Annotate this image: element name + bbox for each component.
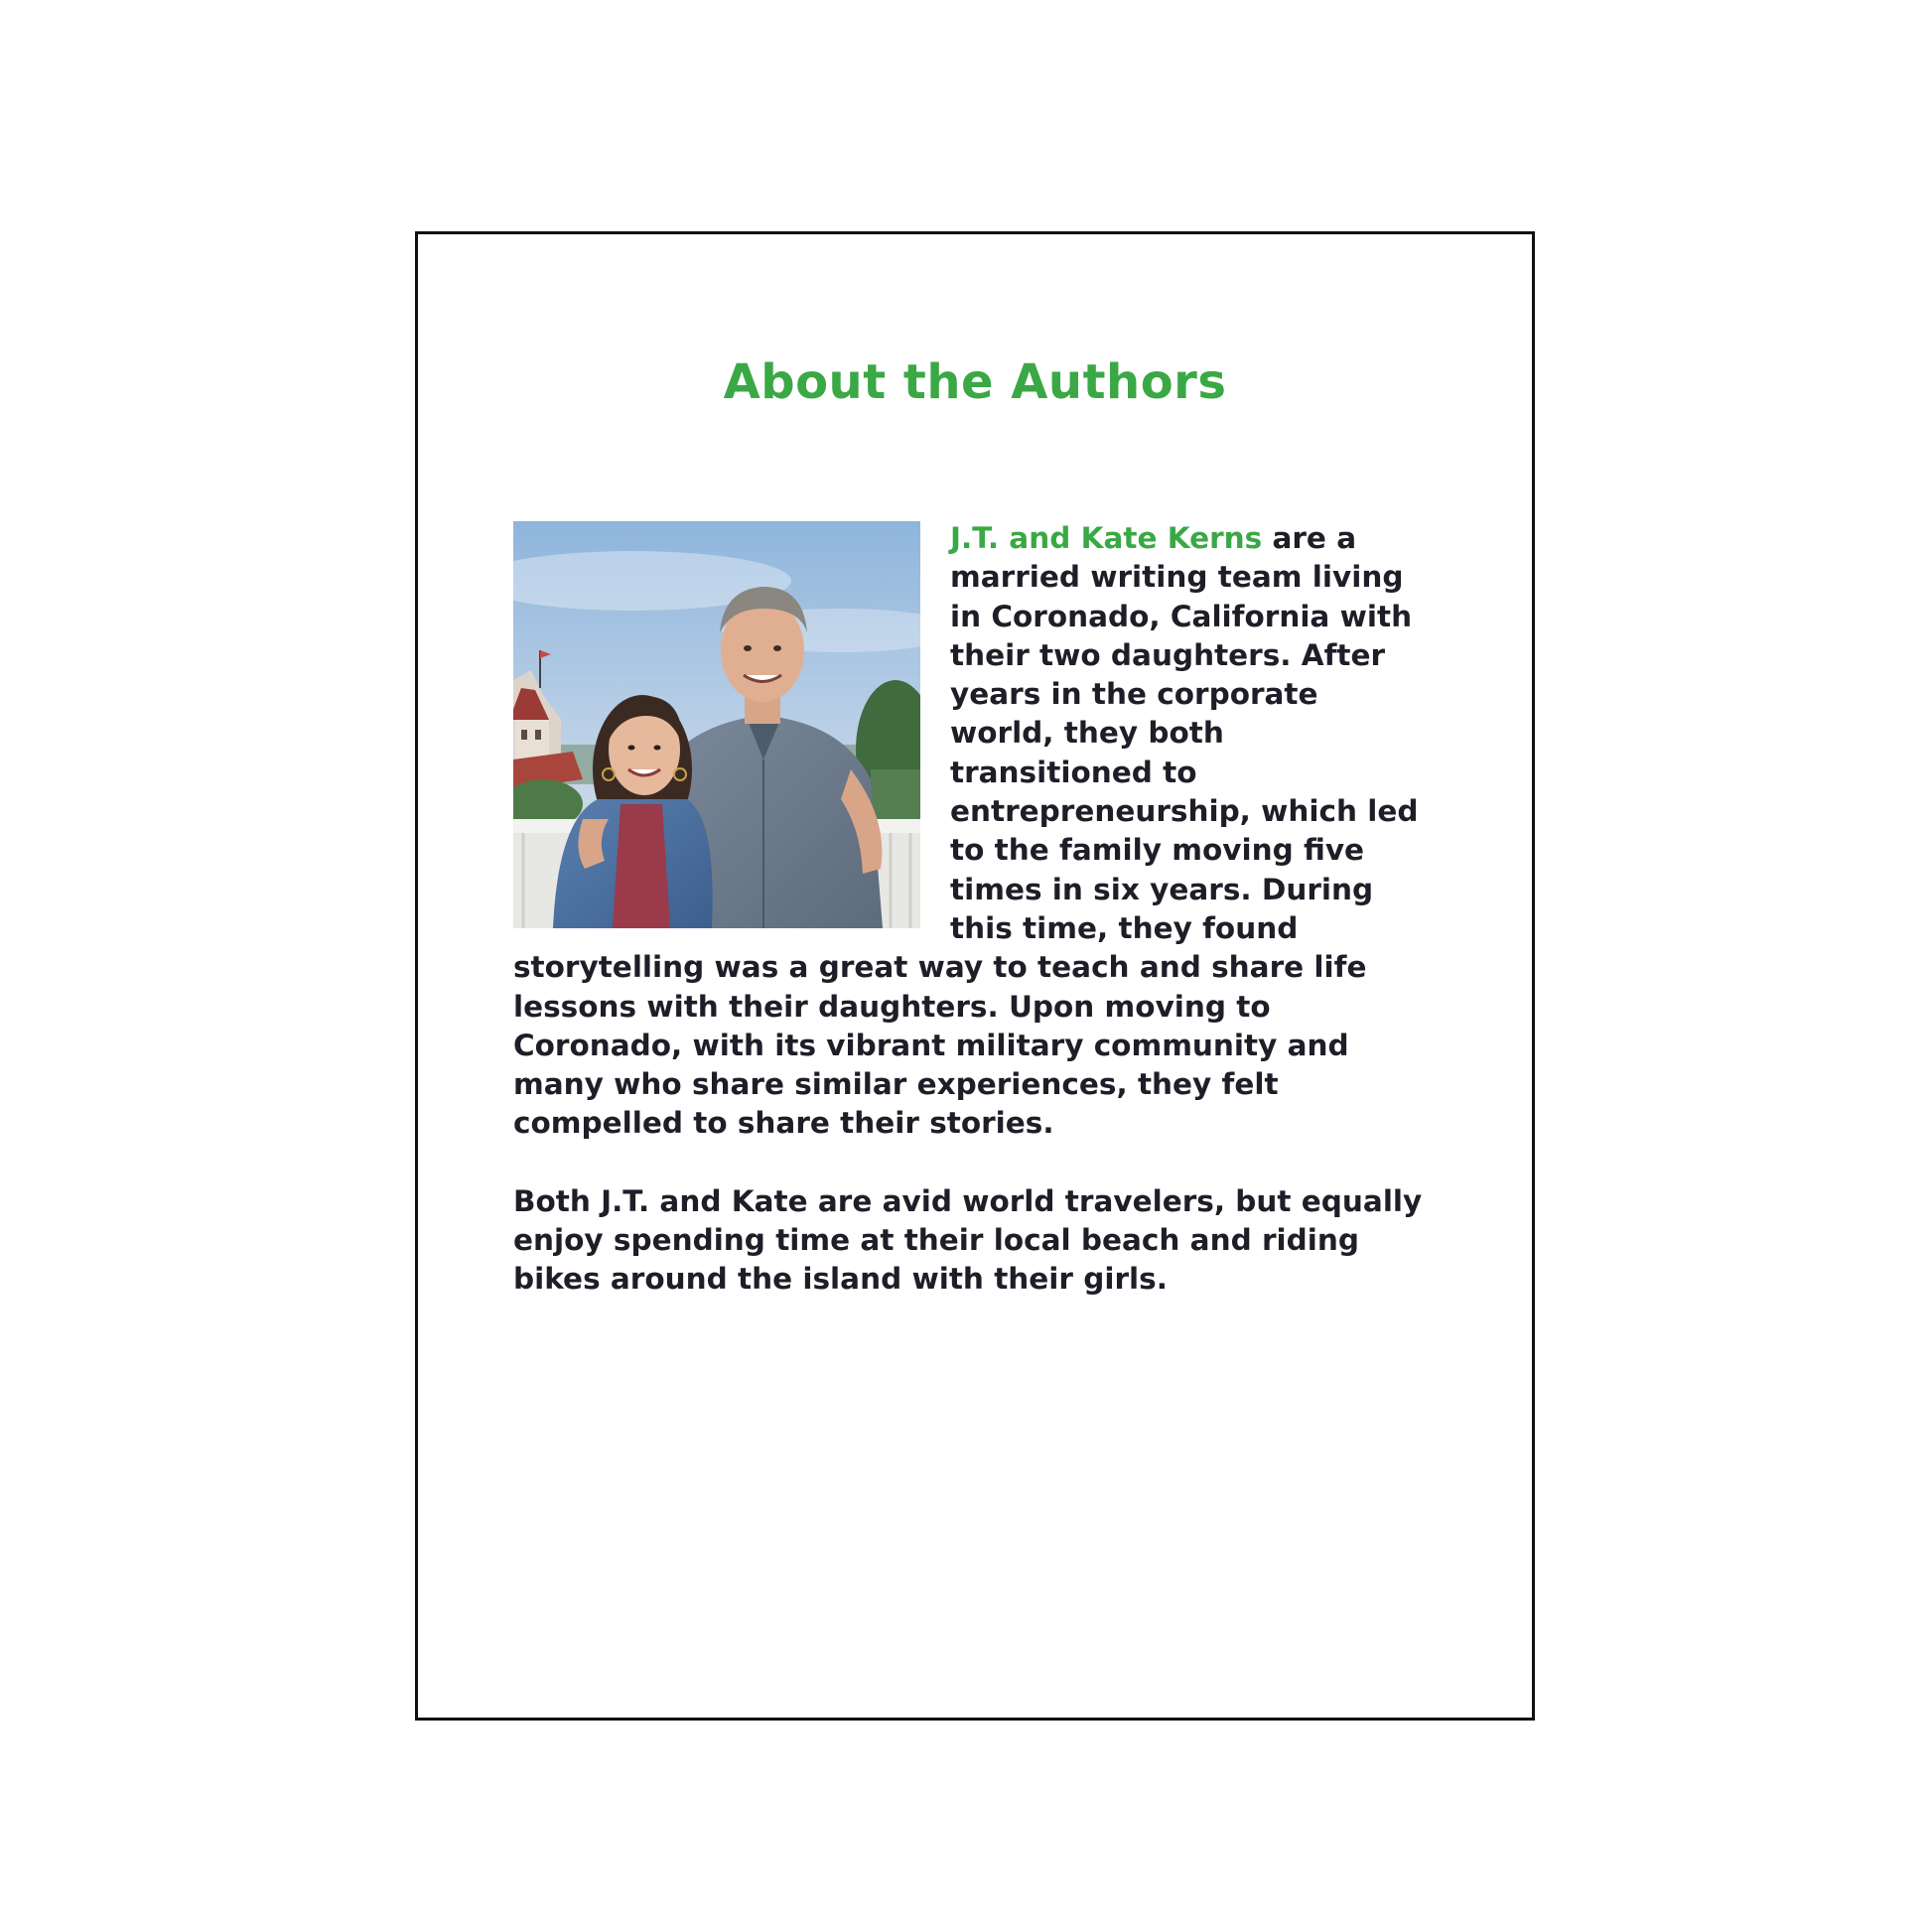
page-title: About the Authors xyxy=(723,354,1227,410)
author-bio xyxy=(513,519,1427,1300)
author-names: J.T. and Kate Kerns xyxy=(950,521,1263,555)
authors-photo xyxy=(513,521,920,928)
page-frame xyxy=(415,231,1535,1721)
authors-photo-illustration xyxy=(513,521,920,928)
bio-paragraph-1-text: are a married writing team living in Coronado, California with their two daughters. After years in the corporate world, they both transitioned to entrepreneurship, which led to the family moving five times in six years. During this time, they found storytelling was a great way to teach and share life lessons with their daughters. Upon moving to Coronado, with its vibrant military community and many who share similar experiences, they felt compelled to share their stories. xyxy=(513,521,1419,1141)
bio-paragraph-2: Both J.T. and Kate are avid world travelers, but equally enjoy spending time at their local beach and riding bikes around the island with their girls. xyxy=(513,1183,1423,1297)
